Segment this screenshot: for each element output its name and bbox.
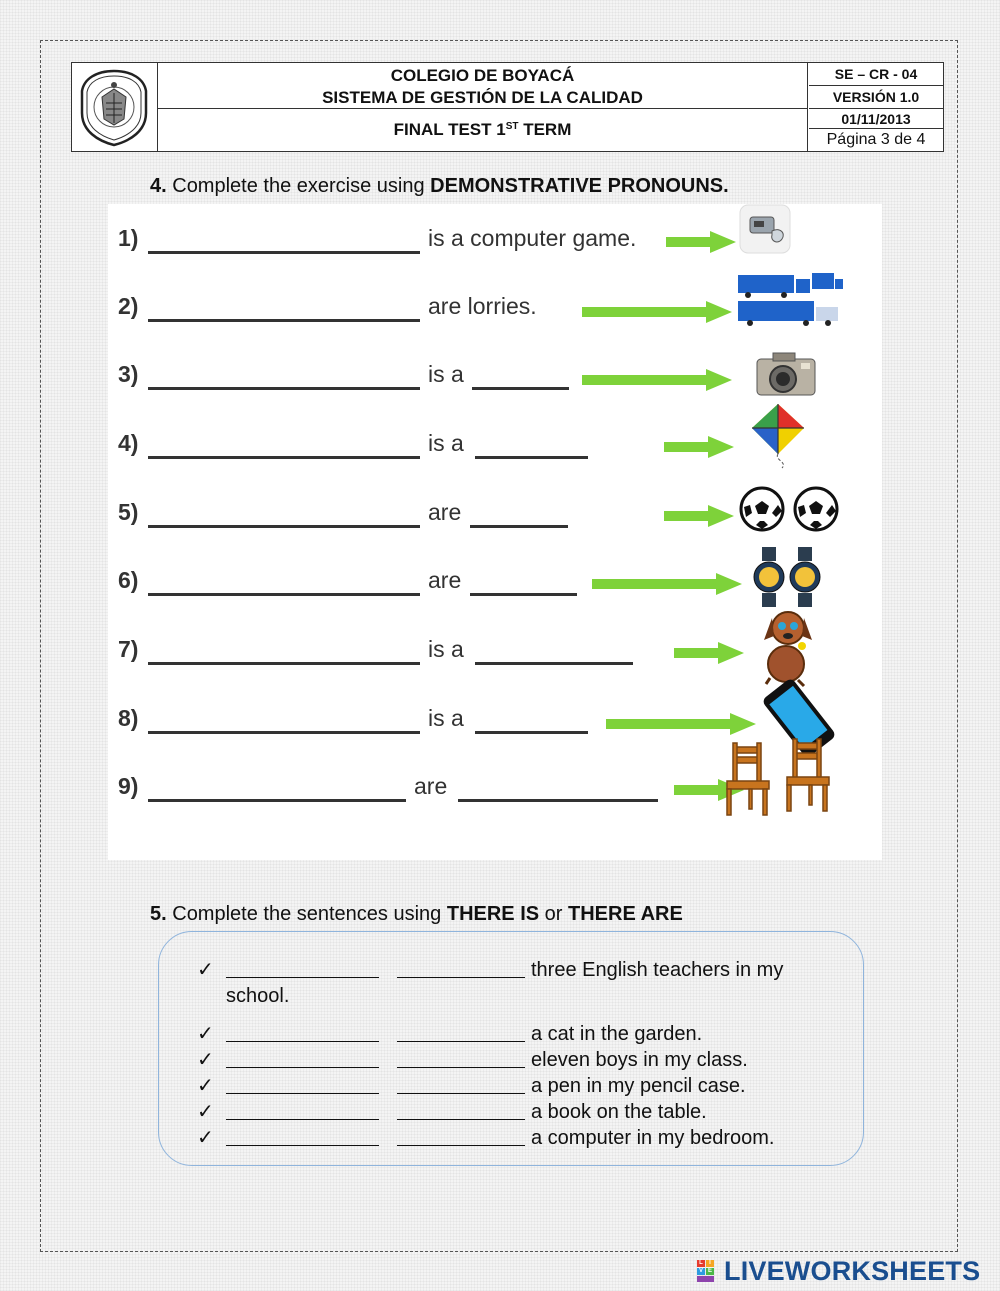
noun-blank[interactable] bbox=[475, 731, 588, 734]
there-blank[interactable] bbox=[226, 1145, 379, 1146]
pronoun-blank[interactable] bbox=[148, 456, 420, 459]
sentence-text: eleven boys in my class. bbox=[531, 1049, 748, 1071]
row-number: 6) bbox=[118, 567, 139, 593]
row-number: 7) bbox=[118, 636, 139, 662]
exercise4-row bbox=[108, 757, 882, 825]
noun-blank[interactable] bbox=[472, 387, 569, 390]
sentence-line bbox=[159, 1073, 859, 1099]
green-arrow-icon bbox=[606, 713, 756, 735]
noun-blank[interactable] bbox=[475, 662, 633, 665]
sentence-text: a computer in my bedroom. bbox=[531, 1127, 775, 1149]
check-icon: ✓ bbox=[197, 1049, 214, 1071]
check-icon: ✓ bbox=[197, 1127, 214, 1149]
noun-blank[interactable] bbox=[470, 593, 577, 596]
row-number: 2) bbox=[118, 293, 139, 319]
kite-icon bbox=[748, 402, 808, 475]
check-icon: ✓ bbox=[197, 1075, 214, 1097]
row-text: are bbox=[428, 567, 462, 593]
exercise5-instruction: 5. Complete the sentences using THERE IS or THERE ARE bbox=[150, 903, 683, 925]
exercise4-row bbox=[108, 483, 882, 551]
there-blank[interactable] bbox=[226, 1093, 379, 1094]
brand-name: LIVEWORKSHEETS bbox=[724, 1256, 981, 1286]
row-text: are bbox=[428, 499, 462, 525]
row-number: 1) bbox=[118, 225, 139, 251]
sentence-line bbox=[159, 1125, 859, 1151]
green-arrow-icon bbox=[674, 642, 744, 664]
row-number: 5) bbox=[118, 499, 139, 525]
sentence-line bbox=[159, 1047, 859, 1073]
pronoun-blank[interactable] bbox=[148, 662, 420, 665]
pronoun-blank[interactable] bbox=[148, 731, 420, 734]
row-text: is a bbox=[428, 430, 464, 456]
is-are-blank[interactable] bbox=[397, 1067, 525, 1068]
document-code: SE – CR - 04 bbox=[809, 63, 943, 86]
pronoun-blank[interactable] bbox=[148, 319, 420, 322]
exercise4-row bbox=[108, 277, 882, 345]
school-name: COLEGIO DE BOYACÁ bbox=[390, 66, 575, 85]
green-arrow-icon bbox=[582, 369, 732, 391]
is-are-blank[interactable] bbox=[397, 1145, 525, 1146]
is-are-blank[interactable] bbox=[397, 1093, 525, 1094]
green-arrow-icon bbox=[592, 573, 742, 595]
chairs-icon bbox=[723, 737, 851, 822]
green-arrow-icon bbox=[582, 301, 732, 323]
lorries-icon bbox=[736, 271, 846, 332]
sentence-text: a book on the table. bbox=[531, 1101, 707, 1123]
is-are-blank[interactable] bbox=[397, 1041, 525, 1042]
sentence-text: three English teachers in my bbox=[531, 959, 784, 981]
exercise4-instruction: 4. Complete the exercise using DEMONSTRATIVE PRONOUNS. bbox=[150, 175, 729, 197]
pronoun-blank[interactable] bbox=[148, 799, 406, 802]
exercise4-row bbox=[108, 414, 882, 482]
noun-blank[interactable] bbox=[458, 799, 658, 802]
check-icon: ✓ bbox=[197, 1023, 214, 1045]
row-text: is a bbox=[428, 361, 464, 387]
there-blank[interactable] bbox=[226, 977, 379, 978]
green-arrow-icon bbox=[666, 231, 736, 253]
row-number: 3) bbox=[118, 361, 139, 387]
document-version: VERSIÓN 1.0 bbox=[809, 86, 943, 109]
row-text: is a computer game. bbox=[428, 225, 637, 251]
exercise4-row bbox=[108, 209, 882, 277]
document-header bbox=[71, 62, 944, 152]
sentence-line bbox=[159, 957, 859, 983]
brand-blocks-icon: L I V E bbox=[697, 1260, 723, 1282]
pronoun-blank[interactable] bbox=[148, 593, 420, 596]
test-title: FINAL TEST 1ST TERM bbox=[393, 120, 572, 139]
row-text: are bbox=[414, 773, 448, 799]
check-icon: ✓ bbox=[197, 1101, 214, 1123]
there-blank[interactable] bbox=[226, 1067, 379, 1068]
pronoun-blank[interactable] bbox=[148, 387, 420, 390]
sentence-text: a cat in the garden. bbox=[531, 1023, 703, 1045]
document-date: 01/11/2013 bbox=[809, 109, 943, 129]
is-are-blank[interactable] bbox=[397, 977, 525, 978]
exercise5-box bbox=[158, 931, 864, 1166]
check-icon: ✓ bbox=[197, 959, 214, 981]
green-arrow-icon bbox=[664, 505, 734, 527]
camera-icon bbox=[753, 347, 819, 404]
row-number: 4) bbox=[118, 430, 139, 456]
pronoun-blank[interactable] bbox=[148, 251, 420, 254]
quality-system-title: SISTEMA DE GESTIÓN DE LA CALIDAD bbox=[322, 88, 643, 107]
is-are-blank[interactable] bbox=[397, 1119, 525, 1120]
row-text: is a bbox=[428, 705, 464, 731]
sentence-continuation: school. bbox=[226, 985, 290, 1007]
exercise4-panel bbox=[108, 204, 882, 860]
row-number: 8) bbox=[118, 705, 139, 731]
row-text: are lorries. bbox=[428, 293, 537, 319]
page-number: Página 3 de 4 bbox=[826, 131, 926, 148]
row-text: is a bbox=[428, 636, 464, 662]
green-arrow-icon bbox=[664, 436, 734, 458]
school-crest bbox=[72, 63, 158, 151]
noun-blank[interactable] bbox=[475, 456, 588, 459]
game-controller-icon bbox=[736, 201, 796, 262]
row-number: 9) bbox=[118, 773, 139, 799]
there-blank[interactable] bbox=[226, 1119, 379, 1120]
noun-blank[interactable] bbox=[470, 525, 568, 528]
footballs-icon bbox=[738, 485, 842, 538]
exercise4-row bbox=[108, 620, 882, 688]
sentence-text: a pen in my pencil case. bbox=[531, 1075, 746, 1097]
sentence-line bbox=[159, 1099, 859, 1125]
pronoun-blank[interactable] bbox=[148, 525, 420, 528]
sentence-line bbox=[159, 1021, 859, 1047]
there-blank[interactable] bbox=[226, 1041, 379, 1042]
